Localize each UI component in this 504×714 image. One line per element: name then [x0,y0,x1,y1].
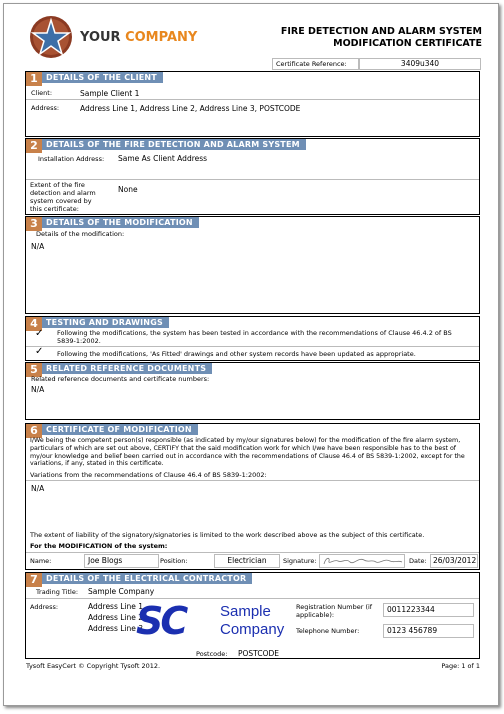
variations-value: N/A [31,484,45,493]
postcode-label: Postcode: [196,650,228,658]
section-title: CERTIFICATE OF MODIFICATION [42,424,198,435]
name-label: Name: [30,557,52,565]
section-testing [25,316,480,361]
telephone-label: Telephone Number: [296,627,360,635]
section-contractor [25,572,480,659]
installation-address-value: Same As Client Address [118,154,208,163]
cert-ref-value: 3409u340 [359,58,481,70]
signature-label: Signature: [283,557,317,565]
certificate-page [3,3,499,706]
related-docs-label: Related reference documents and certificate numbers: [31,375,210,383]
cert-ref-label: Certificate Reference: [272,58,359,70]
section-number: 6 [26,424,42,438]
section-title: DETAILS OF THE MODIFICATION [42,217,199,228]
footer-copyright: Tysoft EasyCert © Copyright Tysoft 2012. [26,662,161,670]
logo-line1: Sample [220,603,271,620]
contractor-address-line3: Address Line 3 [88,624,144,633]
checkmark-icon: ✓ [35,328,44,339]
testing-item-2: Following the modifications, 'As Fitted' drawings and other system records have been updated as appropriate. [57,350,416,358]
title-line2: MODIFICATION CERTIFICATE [333,38,482,49]
registration-label: Registration Number (if applicable): [296,603,373,619]
section-number: 7 [26,573,42,587]
client-address-value: Address Line 1, Address Line 2, Address Line 3, POSTCODE [80,104,301,113]
company-name-part1: YOUR [80,30,126,45]
contractor-logo [136,599,286,643]
section-certificate [25,423,480,570]
company-name-part2: COMPANY [125,30,198,45]
title-line1: FIRE DETECTION AND ALARM SYSTEM [280,26,482,37]
position-label: Position: [160,557,188,565]
section-fire-system [25,138,480,215]
section-number: 5 [26,363,42,377]
certification-statement: I/We being the competent person(s) responsible (as indicated by my/our signatures below) for the modification of the fire alarm system, particulars of which are set out above, CERTIFY that the said modification work for which I/we have been responsible has to the best of my/our knowledge and belief been carried out in accordance with the recommendations of Clause 46.4 of BS 5839-1:2002, except for the variations, if any, stated in this certificate. [30,437,465,468]
company-logo [28,14,198,58]
variations-label: Variations from the recommendations of Clause 46.4 of BS 5839-1:2002: [30,471,267,479]
section-number: 4 [26,317,42,331]
position-field[interactable]: Electrician [214,554,280,568]
section-number: 2 [26,139,42,153]
section-modification [25,216,480,314]
logo-sc: SC [136,599,186,643]
star-logo-icon [28,14,74,60]
extent-value: None [118,185,138,194]
section-number: 3 [26,217,42,231]
footer-page-number: Page: 1 of 1 [441,662,480,670]
client-value: Sample Client 1 [80,89,140,98]
installation-address-label: Installation Address: [38,155,105,163]
date-field[interactable]: 26/03/2012 [430,554,478,568]
modification-details-label: Details of the modification: [36,230,125,238]
client-label: Client: [31,89,53,97]
trading-title-value: Sample Company [88,587,155,596]
logo-line2: Company [220,621,285,638]
section-number: 1 [26,72,42,86]
trading-title-label: Trading Title: [36,588,79,596]
section-client [25,71,480,137]
modification-details-value: N/A [31,242,45,251]
section-title: DETAILS OF THE FIRE DETECTION AND ALARM SYSTEM [42,139,306,150]
signature-field[interactable] [319,554,405,568]
section-related-docs [25,362,480,420]
testing-item-1: Following the modifications, the system has been tested in accordance with the recommendations of Clause 46.4.2 of BS 5839-1:2002. [57,329,452,345]
client-address-label: Address: [31,104,60,112]
contractor-address-line2: Address Line 2 [88,613,144,622]
registration-field[interactable]: 0011223344 [383,603,474,617]
contractor-address-label: Address: [30,603,59,611]
section-title: DETAILS OF THE ELECTRICAL CONTRACTOR [42,573,252,584]
section-title: TESTING AND DRAWINGS [42,317,169,328]
certificate-title [254,26,482,50]
contractor-address-line1: Address Line 1 [88,602,144,611]
liability-statement: The extent of liability of the signatory/signatories is limited to the work described above as the subject of this certificate. [30,531,425,539]
section-title: DETAILS OF THE CLIENT [42,72,163,83]
related-docs-value: N/A [31,385,45,394]
date-label: Date: [409,557,427,565]
telephone-field[interactable]: 0123 456789 [383,624,474,638]
name-field[interactable]: Joe Blogs [84,554,159,568]
extent-label: Extent of the fire detection and alarm system covered by this certificate: [30,181,96,213]
section-title: RELATED REFERENCE DOCUMENTS [42,363,212,374]
for-modification-label: For the MODIFICATION of the system: [30,542,168,550]
checkmark-icon: ✓ [35,346,44,357]
postcode-value: POSTCODE [238,649,279,658]
handwritten-signature [320,555,404,567]
